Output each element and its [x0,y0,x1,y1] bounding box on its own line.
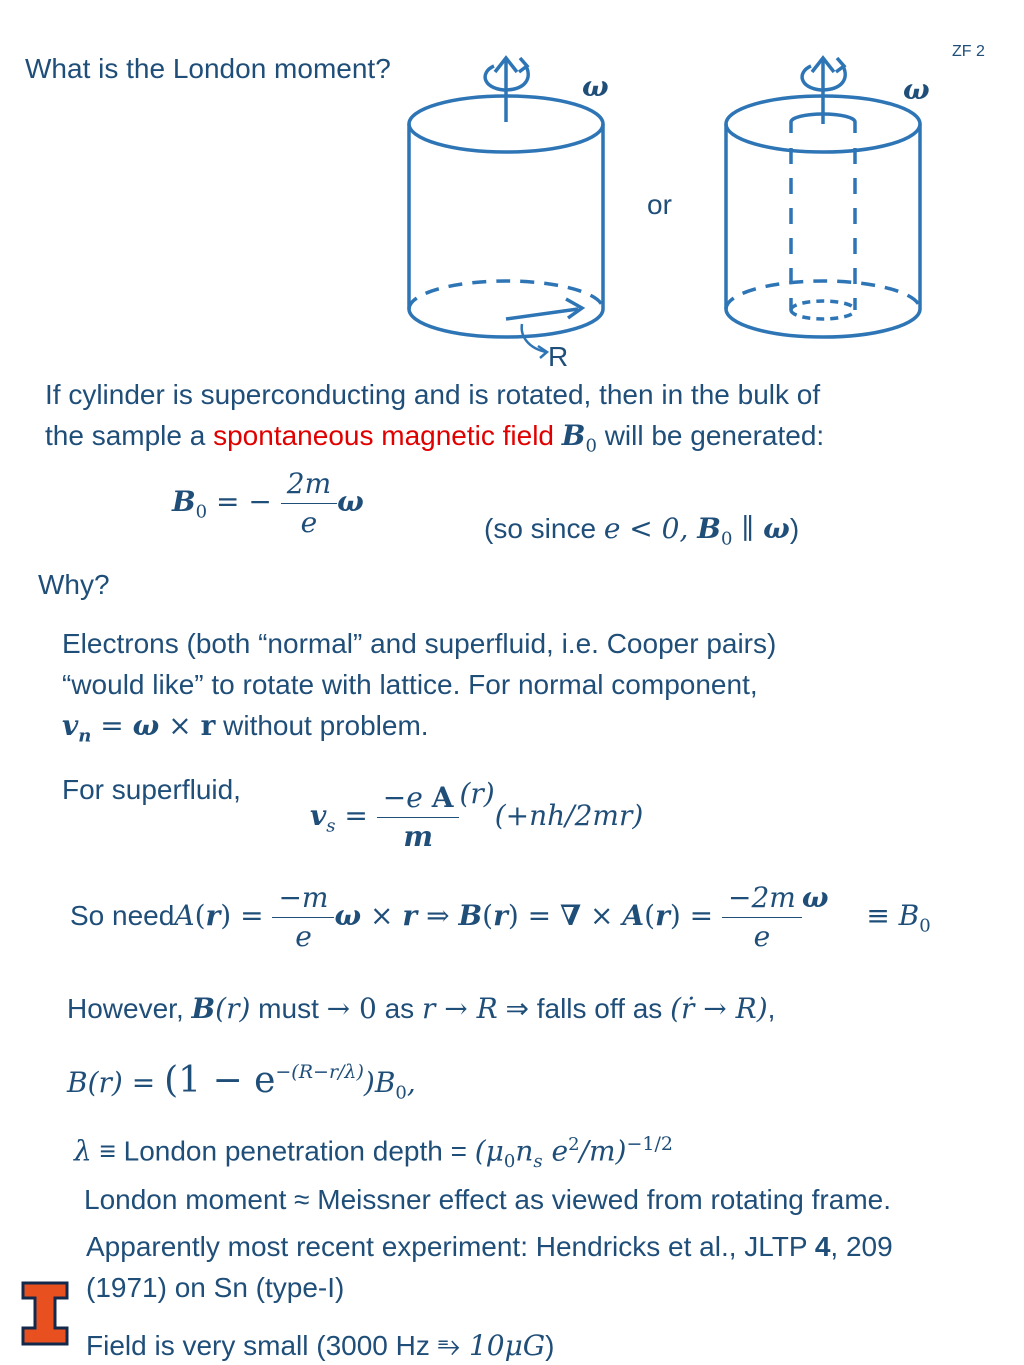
so-need-fraction-2 [722,882,802,953]
vn-r: r [200,709,216,742]
so-need-fraction-1 [272,882,334,953]
however-to-zero: → 0 [326,992,377,1025]
note-line-2-post: , 209 [830,1231,893,1262]
vn-symbol: v [62,709,79,742]
lambda-over-m: /m) [579,1134,627,1168]
so-need-omega-2: ω [801,880,829,914]
so-need-paren-open: ( [194,898,206,932]
equation-b0: $B_0$ = − $\frac{2m}{e}$ ω [172,467,364,539]
why-line-1: Electrons (both “normal” and superfluid, i.e. Cooper pairs) [62,628,777,659]
b0-symbol: B [561,419,586,452]
eq-b0-equals: = − [207,485,272,518]
however-r-to-R: r → R [421,992,498,1025]
note-close: ) [789,513,800,544]
however-b: B [191,992,216,1025]
vs-num-pre: −e [382,781,432,814]
however-must: must [250,993,327,1024]
omega-label-right: ω [903,73,930,106]
vn-subscript: n [78,725,92,747]
note-line-4-math: 10μG [460,1329,546,1362]
so-need-omega: ω [334,898,362,932]
note-line-4 [86,1329,554,1363]
so-need-cross: × [361,898,403,932]
superfluid-label: For superfluid, [62,774,241,805]
lambda-e: e [542,1134,569,1168]
note-line-4-post: ) [545,1330,555,1361]
page-number: ZF 2 [952,43,985,60]
vs-arg: (r) [459,777,495,810]
note-line-4-pre: Field is very small (3000 Hz [86,1330,438,1361]
however-line [67,992,775,1026]
frac2-denominator: e [753,920,771,953]
lambda-text: ≡ London penetration depth = [91,1135,475,1167]
slide-title: What is the London moment? [25,53,391,84]
so-need-cross-2: × [581,898,623,932]
so-need-label: So need [70,899,175,931]
so-need-b: B [458,898,483,932]
so-need-equiv: ≡ B [866,898,920,932]
lambda-symbol: λ [74,1134,92,1168]
vn-cross: × [159,709,201,742]
lambda-line [74,1127,673,1179]
frac1-numerator: −m [272,882,334,918]
so-need-a: A [174,898,195,932]
so-need-equation: So needA(r) = $\frac{-m}{e}$ ω × r ⇒ B(r) = ∇ × A(r) = $\frac{-2m}{e}$ $\omega \equiv B_0$ [70,880,931,953]
vs-num-a: A [431,781,454,814]
note-line-3: (1971) on Sn (type-I) [86,1272,345,1303]
vs-denominator: m [403,820,433,853]
vs-fraction [377,782,460,853]
note-parallel: ∥ [732,512,764,545]
intro-text-tail: will be generated: [596,420,825,451]
lambda-mu-sub: 0 [503,1150,516,1172]
however-falls-off: ⇒ falls off as [497,993,671,1024]
note-line-2-pre: Apparently most recent experiment: Hendricks et al., JLTP [86,1231,815,1262]
so-need-a2: A [622,898,645,932]
hollow-cylinder-diagram [0,0,1024,400]
vs-subscript: s [326,815,336,837]
so-need-equals-1: = [231,898,273,932]
br-exponent: −(R−r/λ) [275,1060,364,1083]
so-need-r2: r [402,898,418,932]
eq-b0-numerator: 2m [281,468,337,504]
lambda-n: n [515,1134,534,1168]
or-label: or [647,189,672,220]
br-equation [67,1060,416,1104]
lambda-n-sub: s [533,1150,543,1172]
b0-note: (so since e < 0, $B_0$ ∥ ω) [484,512,800,550]
vs-equals: = [335,799,377,832]
note-open: (so since [484,513,604,544]
vs-tail: (+nh/2mr) [494,799,644,832]
however-arg: (r) [215,992,251,1025]
so-need-nabla: ∇ [560,898,582,932]
note-line-4-symbol: ⥱ [437,1330,461,1361]
vn-equals: = [91,709,133,742]
however-rdot: (ṙ → R) [670,992,768,1025]
note-omega: ω [763,512,790,545]
so-need-equals-2: = [518,898,561,932]
lambda-exponent: −1/2 [626,1133,673,1155]
br-lhs: B(r) = [67,1066,165,1099]
eq-b0-lhs: B [172,485,196,518]
however-comma: , [767,993,776,1024]
so-need-equiv-sub: 0 [919,915,931,937]
note-line-1: London moment ≈ Meissner effect as viewed from rotating frame. [84,1184,891,1215]
vn-omega: ω [132,709,160,742]
vn-tail: without problem. [215,710,429,741]
however-text: However, [67,993,192,1024]
eq-b0-fraction [281,468,337,539]
note-math: e < 0, [603,512,698,545]
radius-label: R [548,341,569,372]
so-need-equals-3: = [680,898,723,932]
vs-numerator [377,782,460,818]
lambda-sq: 2 [568,1134,580,1155]
br-comma: , [406,1066,416,1099]
eq-b0-denominator: e [300,506,318,539]
lambda-mu: (μ [474,1134,504,1168]
note-line-2 [86,1230,893,1264]
why-line-2: “would like” to rotate with lattice. For normal component, [62,669,758,700]
br-subscript: 0 [395,1082,407,1104]
br-tail: )B [363,1066,396,1099]
so-need-implies: ⇒ [417,898,459,932]
so-need-paren-close: ) [220,898,232,932]
illinois-block-i-icon [20,1280,70,1348]
omega-label-left: ω [582,70,609,103]
however-as: as [376,993,422,1024]
so-need-r: r [205,898,221,932]
note-line-2-volume: 4 [814,1231,831,1262]
br-paren: (1 − e [164,1060,276,1101]
frac2-numerator: −2m [722,882,802,918]
spontaneous-field-highlight: spontaneous magnetic field [213,420,555,451]
equation-vs [310,777,644,853]
intro-line-1: If cylinder is superconducting and is rotated, then in the bulk of [45,379,821,410]
why-line-3 [62,709,429,754]
why-heading: Why? [38,569,110,600]
intro-line-2: the sample a spontaneous magnetic field $B_0$ will be generated: [45,419,825,457]
vs-symbol: v [310,799,327,832]
note-b: B [697,512,721,545]
frac1-denominator: e [295,920,312,953]
eq-b0-omega: ω [337,485,364,518]
intro-text: the sample a [45,420,214,451]
